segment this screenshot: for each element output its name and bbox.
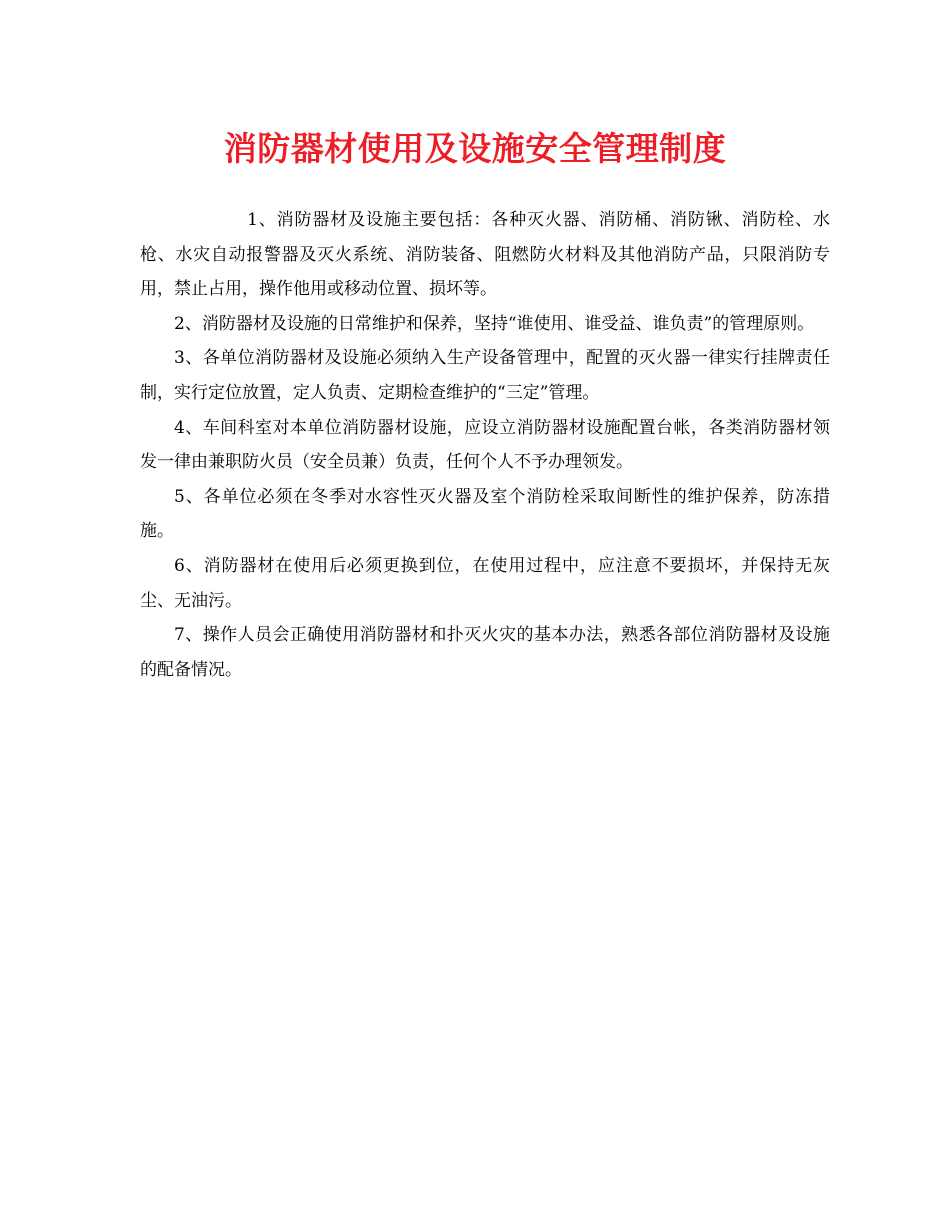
- paragraph-4: 4、车间科室对本单位消防器材设施，应设立消防器材设施配置台帐，各类消防器材领发一律由兼职防火员（安全员兼）负责，任何个人不予办理领发。: [140, 417, 830, 473]
- paragraph-7: 7、操作人员会正确使用消防器材和扑灭火灾的基本办法，熟悉各部位消防器材及设施的配备情况。: [140, 625, 830, 680]
- document-title: 消防器材使用及设施安全管理制度: [223, 129, 727, 168]
- paragraph-3: 3、各单位消防器材及设施必须纳入生产设备管理中，配置的灭火器一律实行挂牌责任制，实行定位放置，定人负责、定期检查维护的“三定”管理。: [140, 348, 830, 403]
- document-body: [140, 203, 830, 687]
- paragraph-2: 2、消防器材及设施的日常维护和保养，坚持“谁使用、谁受益、谁负责”的管理原则。: [174, 313, 815, 334]
- paragraph-1: 1、消防器材及设施主要包括：各种灭火器、消防桶、消防锹、消防栓、水枪、水灾自动报警器及灭火系统、消防装备、阻燃防火材料及其他消防产品，只限消防专用，禁止占用，操作他用或移动位置、损坏等。: [140, 210, 830, 300]
- paragraph-5: 5、各单位必须在冬季对水容性灭火器及室个消防栓采取间断性的维护保养，防冻措施。: [140, 486, 830, 542]
- paragraph-6: 6、消防器材在使用后必须更换到位，在使用过程中，应注意不要损坏，并保持无灰尘、无油污。: [140, 555, 830, 611]
